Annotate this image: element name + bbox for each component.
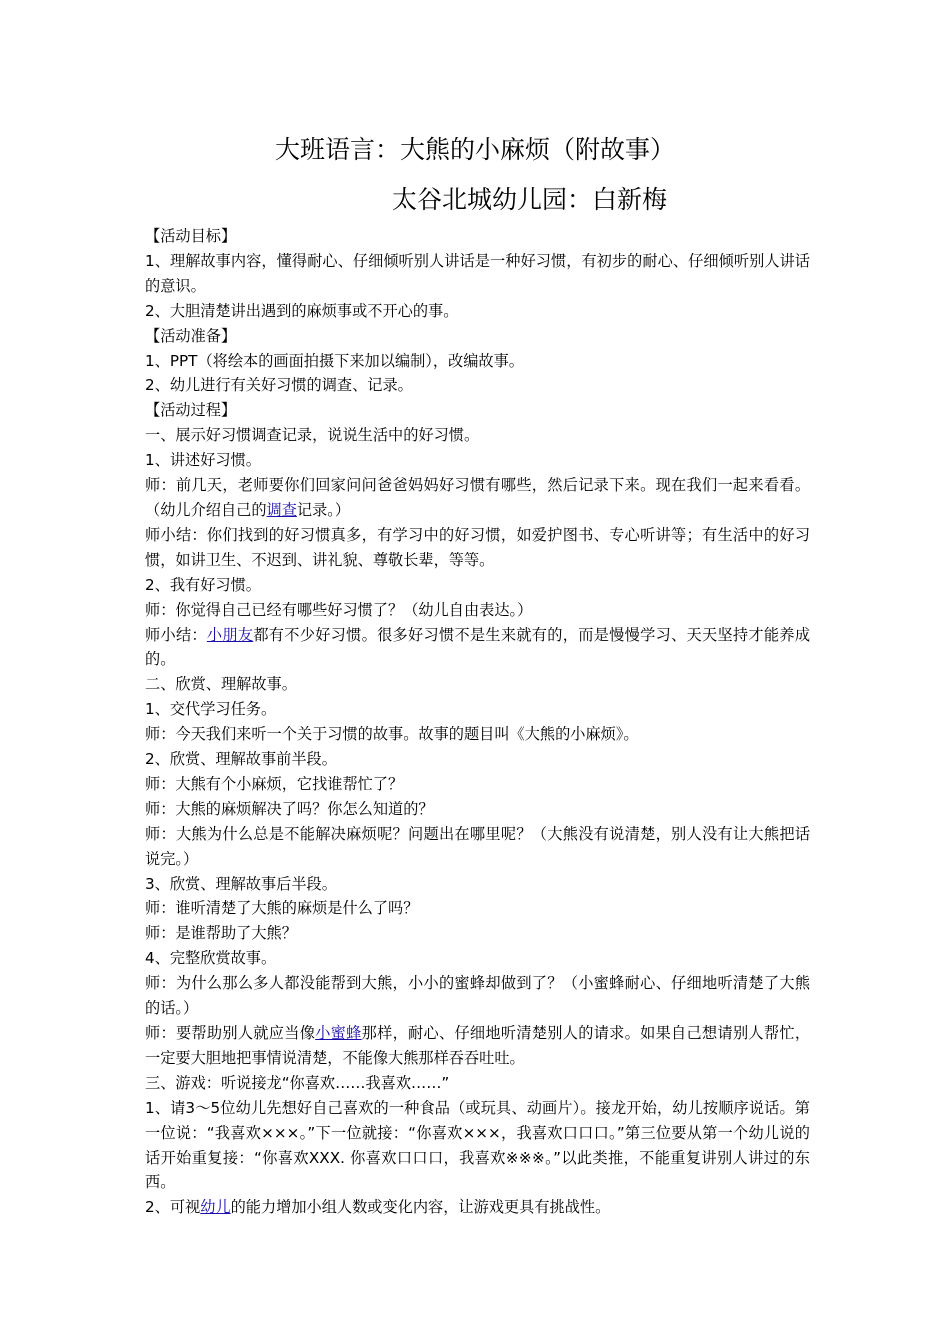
- paragraph: 【活动过程】: [145, 401, 237, 420]
- paragraph: 1、理解故事内容，懂得耐心、仔细倾听别人讲话是一种好习惯，有初步的耐心、仔细倾听别人讲话的意识。: [145, 251, 810, 295]
- paragraph: 3、欣赏、理解故事后半段。: [145, 874, 337, 893]
- paragraph: 1、PPT（将绘本的画面拍摄下来加以编制），改编故事。: [145, 351, 524, 370]
- paragraph: 2、大胆清楚讲出遇到的麻烦事或不开心的事。: [145, 301, 459, 320]
- paragraph: 师：为什么那么多人都没能帮到大熊，小小的蜜蜂却做到了？（小蜜蜂耐心、仔细地听清楚了大熊的话。）: [145, 974, 810, 1018]
- paragraph: 2、幼儿进行有关好习惯的调查、记录。: [145, 376, 413, 395]
- paragraph: 2、我有好习惯。: [145, 575, 261, 594]
- paragraph: 【活动准备】: [145, 326, 237, 345]
- paragraph-text: 的能力增加小组人数或变化内容，让游戏更具有挑战性。: [230, 1198, 611, 1217]
- paragraph: 师：你觉得自己已经有哪些好习惯了？（幼儿自由表达。）: [145, 600, 533, 619]
- paragraph: 1、请3～5位幼儿先想好自己喜欢的一种食品（或玩具、动画片）。接龙开始，幼儿按顺序说话。第一位说：“我喜欢×××。”下一位就接：“你喜欢×××，我喜欢口口口。”第三位要从第一个幼儿说的话开始重复接：“你喜欢XXX. 你喜欢口口口，我喜欢※※※。”以此类推，不能重复讲别人讲过的东西。: [145, 1098, 810, 1192]
- paragraph: 师小结：你们找到的好习惯真多，有学习中的好习惯，如爱护图书、专心听讲等；有生活中的好习惯，如讲卫生、不迟到、讲礼貌、尊敬长辈，等等。: [145, 525, 810, 569]
- paragraph: 1、交代学习任务。: [145, 700, 277, 719]
- paragraph: 1、讲述好习惯。: [145, 451, 261, 470]
- paragraph: 师：谁听清楚了大熊的麻烦是什么了吗？: [145, 899, 419, 918]
- document-body: [145, 224, 810, 1220]
- paragraph: 4、完整欣赏故事。: [145, 949, 277, 968]
- paragraph-text: 都有不少好习惯。很多好习惯不是生来就有的，而是慢慢学习、天天坚持才能养成的。: [145, 625, 811, 669]
- inline-link[interactable]: 小朋友: [206, 625, 254, 644]
- inline-link[interactable]: 小蜜蜂: [315, 1024, 362, 1042]
- paragraph: 三、游戏：听说接龙“你喜欢……我喜欢……”: [145, 1073, 450, 1092]
- paragraph-text: 记录。）: [296, 500, 351, 519]
- paragraph: 一、展示好习惯调查记录，说说生活中的好习惯。: [145, 426, 480, 445]
- paragraph: 二、欣赏、理解故事。: [145, 675, 297, 694]
- inline-link[interactable]: 调查: [266, 500, 297, 519]
- inline-link[interactable]: 幼儿: [200, 1198, 231, 1217]
- paragraph-text: 师：前几天，老师要你们回家问问爸爸妈妈好习惯有哪些，然后记录下来。现在我们一起来看看。（幼儿介绍自己的: [145, 476, 810, 519]
- document-title: 大班语言：大熊的小麻烦（附故事）: [274, 135, 675, 164]
- paragraph-text: 师：要帮助别人就应当像: [145, 1024, 316, 1042]
- paragraph: 师：大熊的麻烦解决了吗？你怎么知道的？: [145, 799, 434, 818]
- paragraph: [145, 1021, 810, 1071]
- paragraph-text: 2、可视: [145, 1198, 201, 1217]
- paragraph-text: 师小结：: [145, 625, 207, 644]
- paragraph: 2、欣赏、理解故事前半段。: [145, 750, 337, 769]
- paragraph-text: 那样，耐心、仔细地听清楚别人的请求。如果自己想请别人帮忙，一定要大胆地把事情说清楚，不能像大熊那样吞吞吐吐。: [145, 1024, 811, 1067]
- paragraph: [145, 1195, 810, 1220]
- document-subtitle: 太谷北城幼儿园：白新梅: [392, 185, 668, 214]
- paragraph: 【活动目标】: [145, 227, 237, 245]
- paragraph: 师：今天我们来听一个关于习惯的故事。故事的题目叫《大熊的小麻烦》。: [145, 725, 639, 744]
- paragraph: 师：大熊为什么总是不能解决麻烦呢？问题出在哪里呢？（大熊没有说清楚，别人没有让大熊把话说完。）: [145, 824, 810, 868]
- paragraph: 师：是谁帮助了大熊？: [145, 924, 297, 943]
- paragraph: 师：大熊有个小麻烦，它找谁帮忙了？: [145, 774, 404, 793]
- paragraph: [145, 473, 810, 523]
- paragraph: [145, 623, 810, 673]
